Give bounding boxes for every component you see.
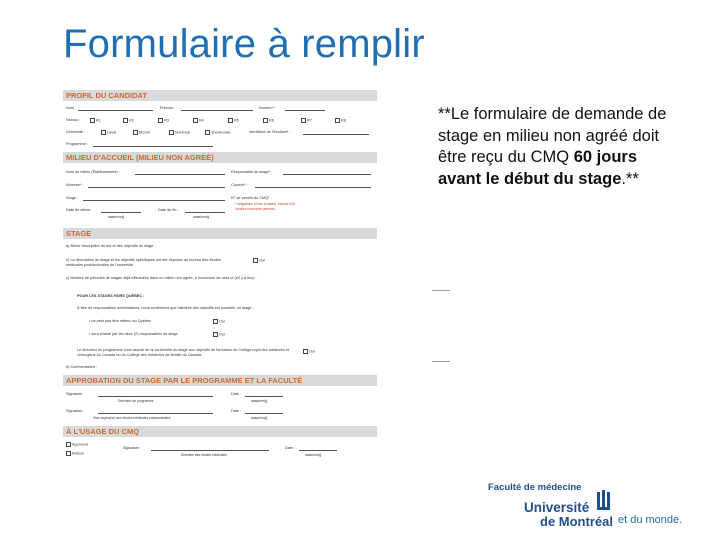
dir-prog: Directeur de programme bbox=[118, 399, 154, 403]
question-d: Commentaires : bbox=[70, 365, 98, 369]
univ-mcgill: McGill bbox=[139, 130, 150, 135]
section-profil: PROFIL DU CANDIDAT bbox=[63, 90, 377, 101]
divider-1 bbox=[432, 290, 450, 291]
niveau-r1: R1 bbox=[96, 118, 101, 123]
date-format-3: aaaa/mm/jj bbox=[251, 399, 268, 403]
field-no-permis: N° de permis du CMQ* : bbox=[231, 196, 272, 200]
signature-2: Signature : bbox=[66, 409, 85, 413]
field-nom-milieu: Nom du milieu (Établissement) : bbox=[66, 170, 120, 174]
red-note-2: Veuillez nous faire parvenir... bbox=[235, 207, 278, 211]
date-format-2: aaaa/mm/jj bbox=[193, 215, 210, 219]
question-c: Nombre de périodes de stages déjà effectuées dans un milieu non agréé, à l'exclusion de celui-ci (s'il y a lieu) : bbox=[70, 276, 257, 280]
attestation: À titre de responsables universitaires, nous confirmons que l'atteinte des objectifs est possible, ce stage : bbox=[77, 306, 254, 310]
refuse: Refusé bbox=[72, 451, 85, 456]
oui-b: Oui bbox=[259, 258, 265, 263]
field-date-fin: Date de fin : bbox=[158, 208, 179, 212]
oui-item1: Oui bbox=[219, 319, 225, 324]
oui-directeur: Oui bbox=[309, 349, 315, 354]
field-adresse: Adresse* : bbox=[66, 183, 84, 187]
oui-item2: Oui bbox=[219, 332, 225, 337]
vice-doyen: Vice-doyen(ne) aux études médicales postdoctorales bbox=[93, 416, 171, 420]
question-a: Brève description du but et des objectifs du stage : bbox=[70, 244, 156, 248]
direction-etudes: Direction des études médicales bbox=[181, 453, 227, 457]
item-2: sera évalué par les deux (2) responsables de stage bbox=[91, 332, 178, 336]
niveau-r4: R4 bbox=[199, 118, 204, 123]
note-text-1: **Le formulaire de demande de stage en milieu non agréé doit être reçu du CMQ bbox=[438, 105, 667, 166]
logo-univ-line1: Université bbox=[524, 500, 590, 515]
field-date-debut: Date de début : bbox=[66, 208, 92, 212]
date-format-5: aaaa/mm/jj bbox=[305, 453, 322, 457]
red-note-1: * obligatoire, si rien à mettre, inscrire N/A bbox=[235, 202, 295, 206]
section-cmq: À L'USAGE DU CMQ bbox=[63, 426, 377, 437]
universite-montreal-logo bbox=[488, 482, 713, 532]
page-title: Formulaire à remplir bbox=[63, 22, 425, 66]
niveau-r6: R6 bbox=[269, 118, 274, 123]
date-format-4: aaaa/mm/jj bbox=[251, 416, 268, 420]
field-nom: Nom : bbox=[66, 106, 77, 110]
date-format-1: aaaa/mm/jj bbox=[108, 215, 125, 219]
note-bold: 60 jours avant le début du stage bbox=[438, 148, 637, 188]
date-2: Date : bbox=[231, 409, 242, 413]
item-1: ne peut pas être obtenu au Québec bbox=[91, 319, 152, 323]
field-identifiant: Identifiant de l'étudiant* : bbox=[249, 130, 291, 134]
logo-faculty: Faculté de médecine bbox=[488, 482, 582, 493]
field-universite: Université : bbox=[66, 130, 85, 134]
field-prenom: Prénom : bbox=[160, 106, 176, 110]
logo-univ-line2: de Montréal bbox=[540, 514, 613, 529]
field-niveau: Niveau : bbox=[66, 118, 80, 122]
field-responsable: Responsable du stage* : bbox=[231, 170, 273, 174]
field-programme: Programme : bbox=[66, 142, 88, 146]
section-approbation: APPROBATION DU STAGE PAR LE PROGRAMME ET LA FACULTÉ bbox=[63, 375, 377, 386]
field-courriel: Courriel* : bbox=[231, 183, 248, 187]
logo-univ-line3: et du monde. bbox=[618, 514, 683, 526]
udem-mark-icon bbox=[596, 490, 612, 512]
univ-laval: Laval bbox=[107, 130, 117, 135]
niveau-r8: R8 bbox=[341, 118, 346, 123]
approuve: Approuvé bbox=[72, 442, 89, 447]
pour-stages-hors-quebec: POUR LES STAGES HORS QUÉBEC : bbox=[77, 294, 145, 298]
question-b: La description du stage et les objectifs spécifiques ont été déposés au bureau des études médicales postdoctorales de l'université bbox=[66, 258, 221, 267]
signature-3: Signature : bbox=[123, 446, 142, 450]
niveau-r2: R2 bbox=[129, 118, 134, 123]
directeur-text: Le directeur du programme s'est assuré de la conformité du stage aux objectifs de formation du Collège royal des médecins et chirurgiens du Canada ou du Collège des médecins de famille du Canada. bbox=[77, 348, 290, 357]
field-stage: Stage : bbox=[66, 196, 79, 200]
deadline-note bbox=[438, 104, 668, 190]
note-text-2: .** bbox=[621, 169, 639, 188]
divider-2 bbox=[432, 361, 450, 362]
niveau-r3: R3 bbox=[164, 118, 169, 123]
univ-sherbrooke: Sherbrooke bbox=[211, 130, 231, 135]
signature-1: Signature : bbox=[66, 392, 85, 396]
section-milieu: MILIEU D'ACCUEIL (MILIEU NON AGRÉÉ) bbox=[63, 152, 377, 163]
field-numero: Numéro* : bbox=[259, 106, 277, 110]
section-stage: STAGE bbox=[63, 228, 377, 239]
niveau-r5: R5 bbox=[234, 118, 239, 123]
niveau-r7: R7 bbox=[307, 118, 312, 123]
date-3: Date : bbox=[285, 446, 296, 450]
univ-montreal: Montréal bbox=[175, 130, 190, 135]
date-1: Date : bbox=[231, 392, 242, 396]
form-image: PROFIL DU CANDIDAT Nom : Prénom : Numéro* : Niveau : R1 R2 R3 R4 R5 R6 R7 R8 Université : Laval McGill Montréal Sherbrooke Identifiant de l'étudiant* : Programme : MILIEU D'ACCUEIL (MILIEU NON AGRÉÉ) Nom du milieu (Établissement) : Responsable du stage* : Adresse* : Courriel* : Stage : N° de permis du CMQ* : * obligatoire, si rien à mettre, inscrire N/A Veuillez nous faire parvenir... Date de début : aaaa/mm/jj Date de fin : aaaa/mm/jj STAGE a) Brève description du but et des objectifs du stage : b) La description du stage et les objectifs spécifiques ont été déposés au bureau des études médicales postdoctorales de l'université Oui c) Nombre de périodes de stages déjà effectuées dans un milieu non agréé, à l'exclusion de celui-ci (s'il y a lieu) : POUR LES STAGES HORS QUÉBEC : À titre de responsables universitaires, nous confirmons que l'atteinte des objectifs est possible, ce stage : • ne peut pas être obtenu au Québec Oui • sera évalué par les deux (2) responsables de stage Oui Le directeur du programme s'est assuré de la conformité du stage aux objectifs de formation du Collège royal des médecins et chirurgiens du Canada ou du Collège des médecins de famille du Canada. Oui d) Commentaires : APPROBATION DU STAGE PAR LE PROGRAMME ET LA FACULTÉ Signature : Directeur de programme Date : aaaa/mm/jj Signature : Vice-doyen(ne) aux études médicales postdoctorales Date : aaaa/mm/jj À L'USAGE DU CMQ Approuvé Refusé Signature : Direction des études médicales Date : aaaa/mm/jj bbox=[63, 88, 377, 460]
